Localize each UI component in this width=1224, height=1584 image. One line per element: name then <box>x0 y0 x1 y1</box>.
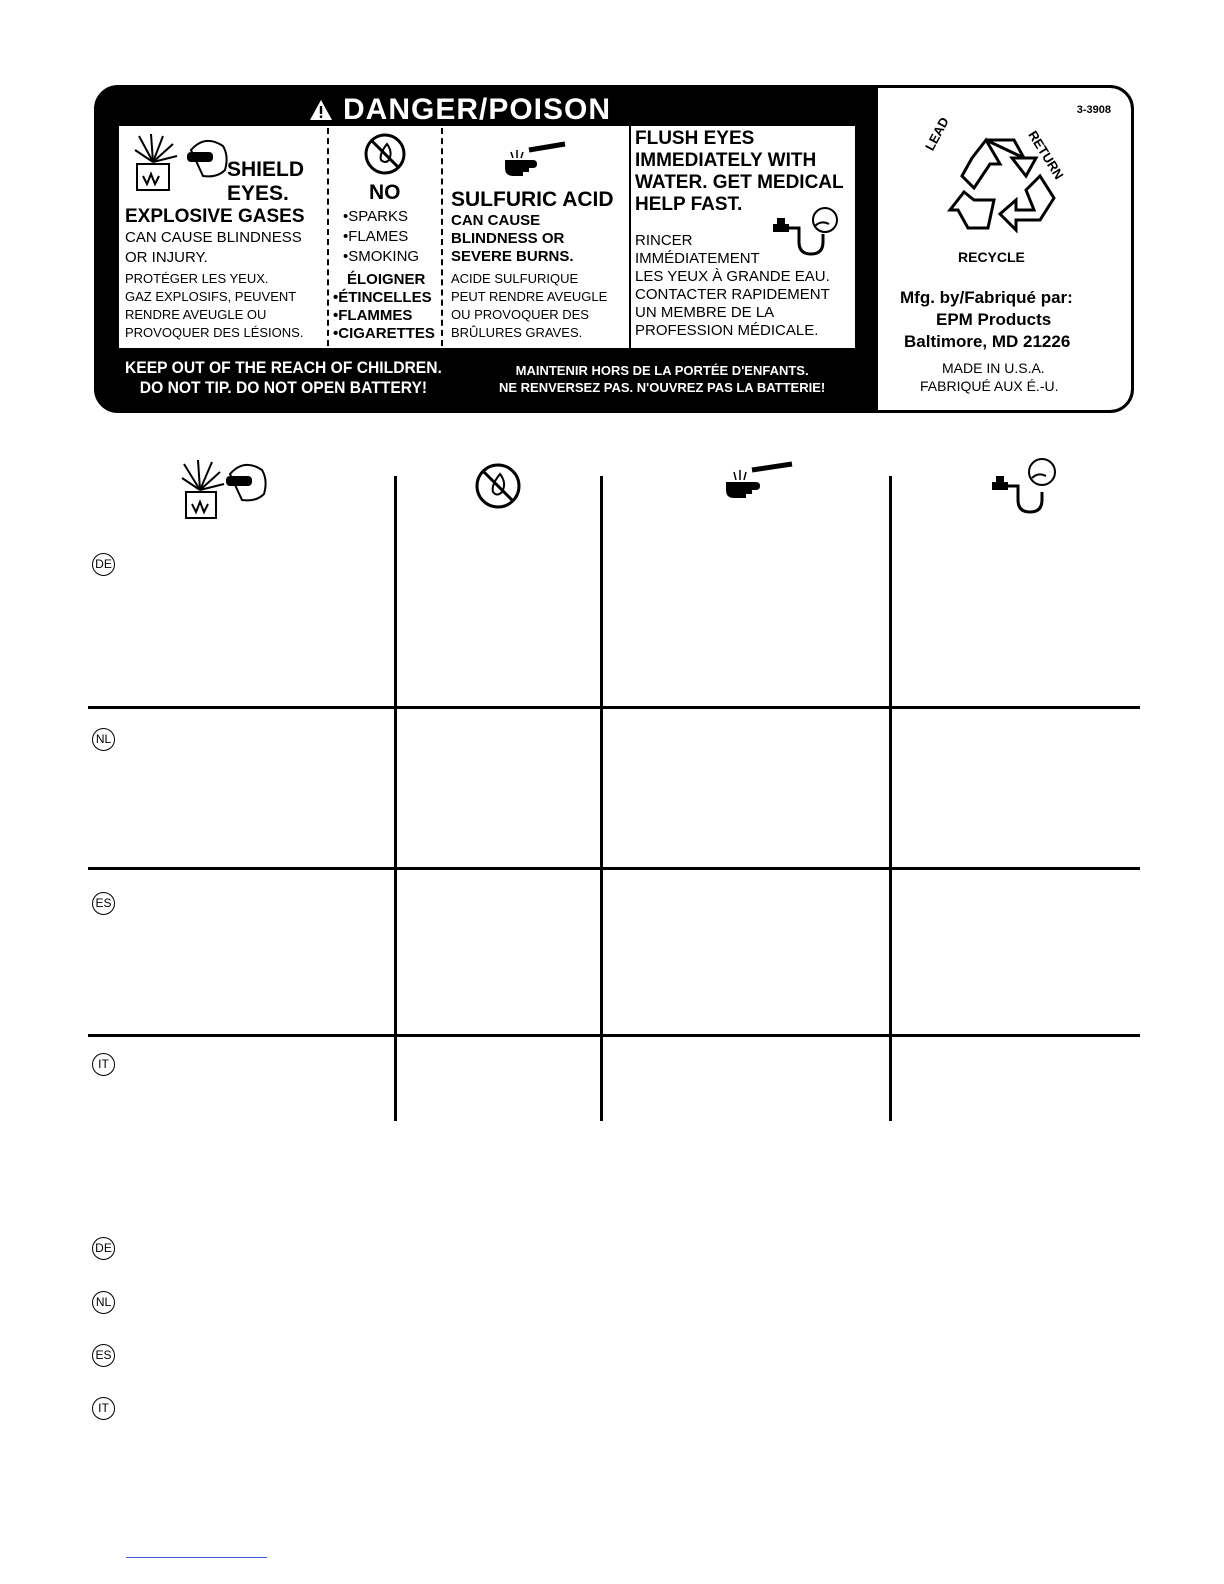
acid-on-hand-icon <box>499 140 571 182</box>
table-row-divider <box>88 867 1140 870</box>
recycle-text: RECYCLE <box>958 249 1025 265</box>
do-not-tip-text: DO NOT TIP. DO NOT OPEN BATTERY! <box>139 378 428 397</box>
no-sparks-panel <box>327 126 441 348</box>
flush-eyes-text: FLUSH EYES <box>635 128 755 149</box>
fr-lesions-text: PROVOQUER DES LÉSIONS. <box>125 325 304 340</box>
fr-renversez-text: NE RENVERSEZ PAS. N'OUVREZ PAS LA BATTERIE! <box>499 380 826 395</box>
bottom-badge-es: ES <box>92 1344 115 1367</box>
fabrique-text: FABRIQUÉ AUX É.-U. <box>920 378 1059 394</box>
fr-rincer-text: RINCER <box>635 232 693 249</box>
danger-title: DANGER/POISON <box>309 92 709 128</box>
return-text: RETURN <box>1025 128 1067 182</box>
can-cause-text: CAN CAUSE <box>451 212 541 229</box>
warning-label <box>94 85 1134 413</box>
or-injury-text: OR INJURY. <box>125 249 208 266</box>
link-underline[interactable] <box>126 1557 267 1558</box>
help-fast-text: HELP FAST. <box>635 194 743 215</box>
no-text: NO <box>369 181 401 204</box>
table-row-divider <box>88 1034 1140 1037</box>
flames-text: •FLAMES <box>343 228 409 245</box>
keep-out-warning <box>125 358 442 398</box>
city-text: Baltimore, MD 21226 <box>904 332 1071 351</box>
battery-explosion-goggles-icon <box>133 132 233 196</box>
smoking-text: •SMOKING <box>343 248 420 265</box>
fr-acid-text: ACIDE SULFURIQUE <box>451 271 579 286</box>
fr-brulures-text: BRÛLURES GRAVES. <box>451 325 583 340</box>
fr-maintenir-text: MAINTENIR HORS DE LA PORTÉE D'ENFANTS. <box>515 363 809 378</box>
etincelles-text: •ÉTINCELLES <box>333 289 432 306</box>
fr-provoquer-text: OU PROVOQUER DES <box>451 307 589 322</box>
flammes-text: •FLAMMES <box>333 307 413 324</box>
language-badge-nl: NL <box>92 728 115 751</box>
fr-membre-text: UN MEMBRE DE LA <box>635 304 775 321</box>
fr-blind-text: RENDRE AVEUGLE OU <box>125 307 267 322</box>
bottom-badge-it: IT <box>92 1397 115 1420</box>
cause-blindness-text: CAN CAUSE BLINDNESS <box>125 229 302 246</box>
eye-wash-faucet-icon <box>771 206 841 264</box>
shield-text: SHIELD <box>227 158 305 181</box>
fr-keep-out-warning <box>499 362 825 396</box>
language-badge-it: IT <box>92 1053 115 1076</box>
fr-profession-text: PROFESSION MÉDICALE. <box>635 322 819 339</box>
water-medical-text: WATER. GET MEDICAL <box>635 172 844 193</box>
eloigner-text: ÉLOIGNER <box>347 271 426 288</box>
fr-explosive-text: GAZ EXPLOSIFS, PEUVENT <box>125 289 297 304</box>
bottom-badge-nl: NL <box>92 1291 115 1314</box>
bottom-badge-de: DE <box>92 1237 115 1260</box>
fr-contacter-text: CONTACTER RAPIDEMENT <box>635 286 830 303</box>
mfg-by-text: Mfg. by/Fabriqué par: <box>900 288 1073 307</box>
shield-eyes-panel <box>119 126 327 348</box>
fr-immediatement-text: IMMÉDIATEMENT <box>635 250 760 267</box>
immediately-text: IMMEDIATELY WITH <box>635 150 817 171</box>
no-flame-header-icon <box>474 462 522 510</box>
acid-hand-header-icon <box>722 460 794 506</box>
made-in-usa-text: MADE IN U.S.A. <box>942 360 1045 376</box>
fr-grande-eau-text: LES YEUX À GRANDE EAU. <box>635 268 830 285</box>
sparks-text: •SPARKS <box>343 208 408 225</box>
eye-wash-header-icon <box>990 456 1060 524</box>
fr-aveugle-text: PEUT RENDRE AVEUGLE <box>451 289 608 304</box>
table-row-divider <box>88 706 1140 709</box>
sulfuric-acid-text: SULFURIC ACID <box>451 188 614 211</box>
explosive-gases-text: EXPLOSIVE GASES <box>125 206 305 227</box>
part-number: 3-3908 <box>1076 104 1111 116</box>
warning-triangle-icon <box>309 99 333 121</box>
table-column-divider <box>600 476 603 1121</box>
blindness-or-text: BLINDNESS OR <box>451 230 565 247</box>
flush-eyes-panel <box>631 126 855 348</box>
recycle-area <box>878 88 1131 410</box>
sulfuric-acid-panel <box>441 126 629 348</box>
no-flame-icon <box>363 132 407 176</box>
keep-out-text: KEEP OUT OF THE REACH OF CHILDREN. <box>125 358 442 377</box>
table-column-divider <box>889 476 892 1121</box>
label-warning-area <box>97 88 877 410</box>
language-badge-de: DE <box>92 553 115 576</box>
language-badge-es: ES <box>92 892 115 915</box>
explosion-goggles-icon <box>178 456 270 522</box>
severe-burns-text: SEVERE BURNS. <box>451 248 574 265</box>
eyes-text: EYES. <box>227 182 289 205</box>
fr-shield-text: PROTÉGER LES YEUX. <box>125 271 269 286</box>
cigarettes-text: •CIGARETTES <box>333 325 435 342</box>
table-column-divider <box>394 476 397 1121</box>
lead-text: LEAD <box>922 114 952 154</box>
company-text: EPM Products <box>936 310 1052 329</box>
